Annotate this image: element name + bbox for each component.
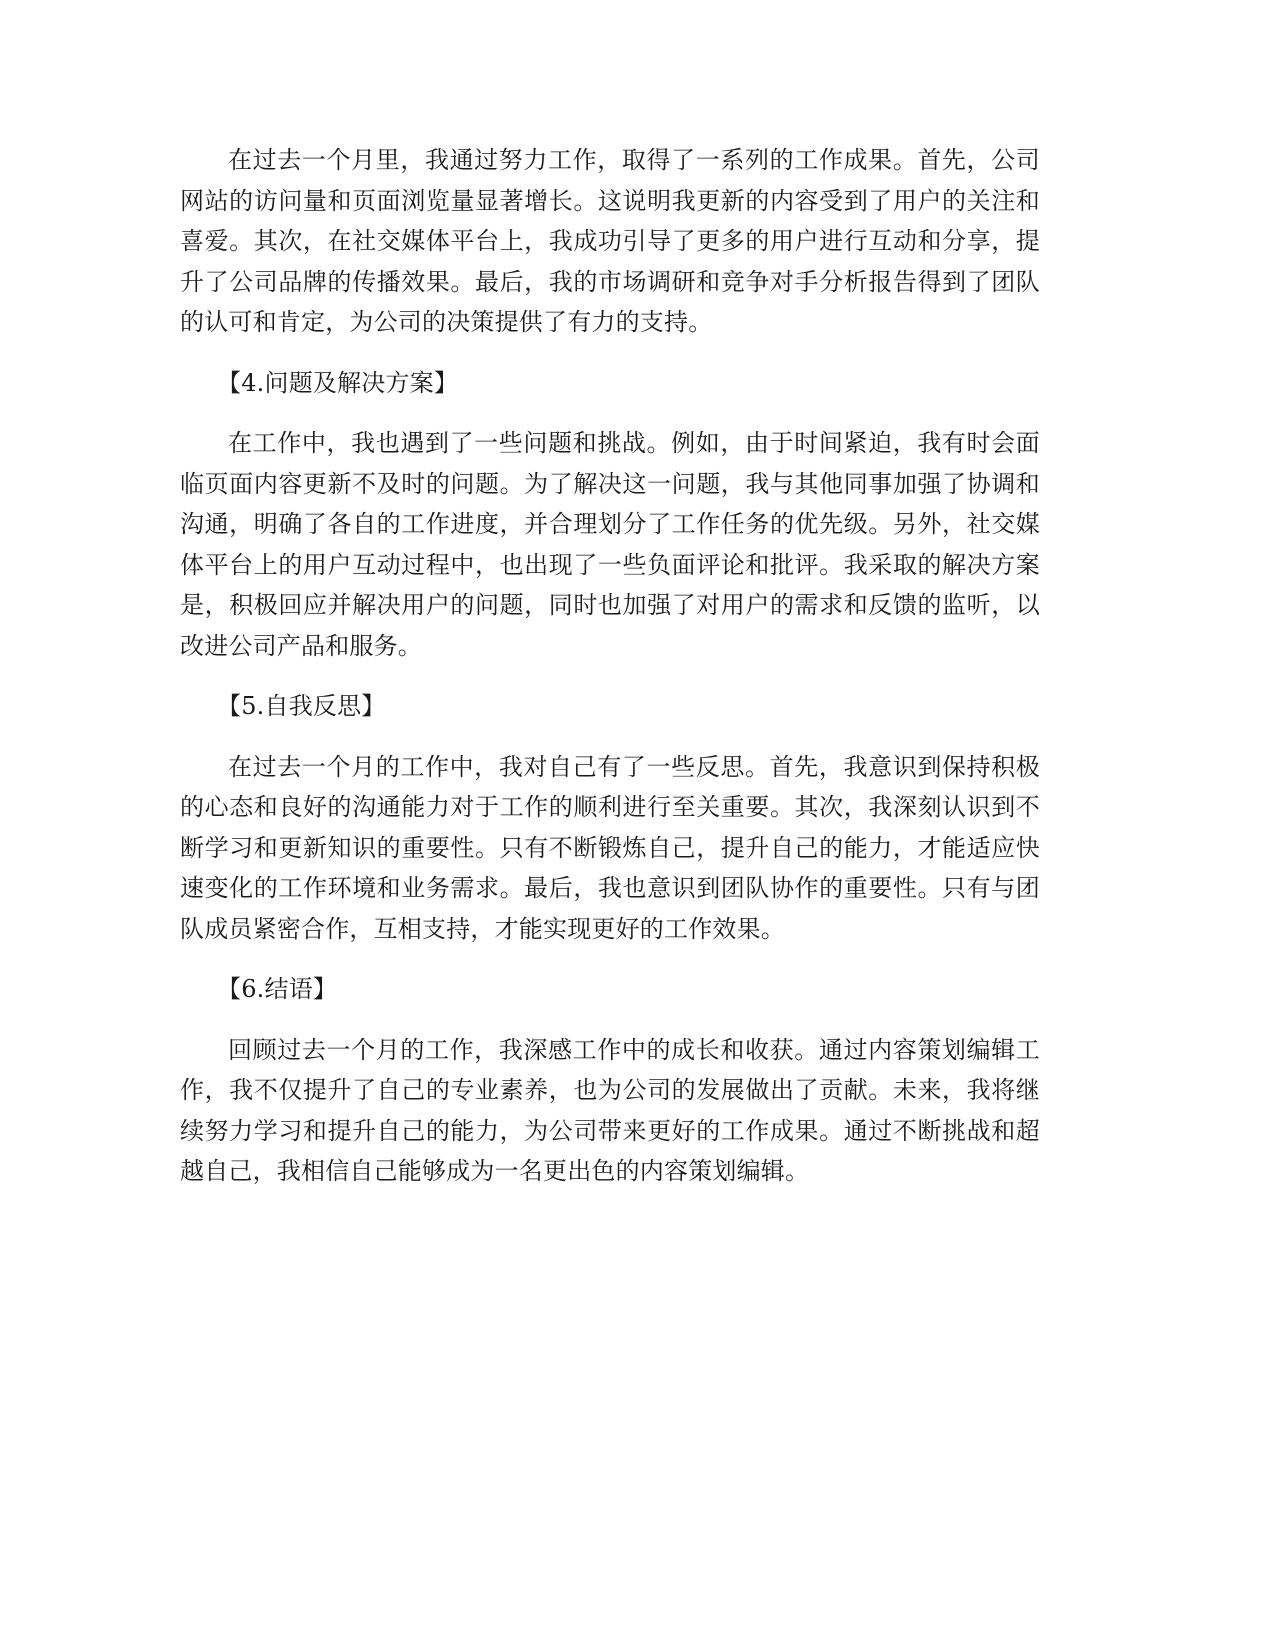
paragraph-conclusion: 回顾过去一个月的工作，我深感工作中的成长和收获。通过内容策划编辑工作，我不仅提升了自己的专业素养，也为公司的发展做出了贡献。未来，我将继续努力学习和提升自己的能力，为公司带来更好的工作成果。通过不断挑战和超越自己，我相信自己能够成为一名更出色的内容策划编辑。 (180, 1035, 1040, 1185)
section-heading-self-reflection: 【5.自我反思】 (217, 692, 386, 720)
paragraph-problems-solutions: 在工作中，我也遇到了一些问题和挑战。例如，由于时间紧迫，我有时会面临页面内容更新不及时的问题。为了解决这一问题，我与其他同事加强了协调和沟通，明确了各自的工作进度，并合理划分了工作任务的优先级。另外，社交媒体平台上的用户互动过程中，也出现了一些负面评论和批评。我采取的解决方案是，积极回应并解决用户的问题，同时也加强了对用户的需求和反馈的监听，以改进公司产品和服务。 (180, 429, 1040, 660)
section-heading-problems-solutions: 【4.问题及解决方案】 (217, 368, 459, 397)
paragraph-achievements: 在过去一个月里，我通过努力工作，取得了一系列的工作成果。首先，公司网站的访问量和页面浏览量显著增长。这说明我更新的内容受到了用户的关注和喜爱。其次，在社交媒体平台上，我成功引导了更多的用户进行互动和分享，提升了公司品牌的传播效果。最后，我的市场调研和竞争对手分析报告得到了团队的认可和肯定，为公司的决策提供了有力的支持。 (180, 146, 1040, 336)
paragraph-self-reflection: 在过去一个月的工作中，我对自己有了一些反思。首先，我意识到保持积极的心态和良好的沟通能力对于工作的顺利进行至关重要。其次，我深刻认识到不断学习和更新知识的重要性。只有不断锻炼自己，提升自己的能力，才能适应快速变化的工作环境和业务需求。最后，我也意识到团队协作的重要性。只有与团队成员紧密合作，互相支持，才能实现更好的工作效果。 (180, 752, 1040, 943)
section-heading-conclusion: 【6.结语】 (217, 975, 338, 1003)
document-body (180, 140, 1040, 1212)
